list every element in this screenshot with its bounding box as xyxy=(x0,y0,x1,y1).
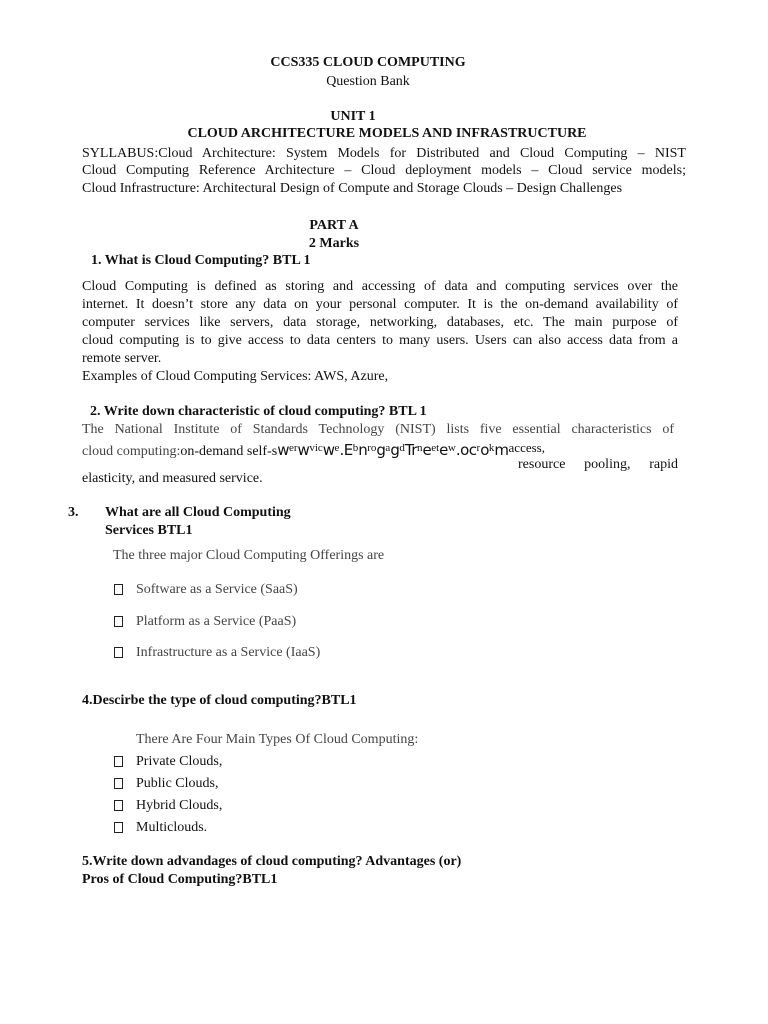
answer-2-line-2-end: access, xyxy=(508,440,545,455)
checkbox-bullet-icon xyxy=(114,584,123,595)
unit-number: UNIT 1 xyxy=(330,109,376,124)
answer-3-intro: The three major Cloud Computing Offerings are xyxy=(113,548,385,563)
syllabus-line-1: SYLLABUS:Cloud Architecture: System Models for Distributed and Cloud Computing – NIST xyxy=(82,146,686,161)
checkbox-bullet-icon xyxy=(114,616,123,627)
answer-2-line-4: elasticity, and measured service. xyxy=(82,471,263,486)
answer-2-line-2 xyxy=(82,441,545,461)
list-item: Platform as a Service (PaaS) xyxy=(114,613,296,631)
syllabus-line-2: Cloud Computing Reference Architecture – Cloud deployment models – Cloud service models; xyxy=(82,163,686,178)
list-item: Infrastructure as a Service (IaaS) xyxy=(114,644,320,662)
list-item: Software as a Service (SaaS) xyxy=(114,581,298,599)
answer-1-examples: Examples of Cloud Computing Services: AWS, Azure, xyxy=(82,368,389,384)
checkbox-bullet-icon xyxy=(114,778,123,789)
answer-1-line-5: remote server. xyxy=(82,351,162,366)
unit-title: CLOUD ARCHITECTURE MODELS AND INFRASTRUCTURE xyxy=(187,126,587,141)
part-title: PART A xyxy=(309,218,359,233)
syllabus-line-3: Cloud Infrastructure: Architectural Design of Compute and Storage Clouds – Design Challenges xyxy=(82,181,623,196)
checkbox-bullet-icon xyxy=(114,647,123,658)
question-3-number: 3. xyxy=(68,505,79,520)
answer-2-line-1: The National Institute of Standards Technology (NIST) lists five essential characteristics of xyxy=(82,422,674,437)
list-item: Public Clouds, xyxy=(114,775,218,793)
answer-4-list xyxy=(114,753,514,843)
answer-4-intro: There Are Four Main Types Of Cloud Computing: xyxy=(136,732,419,747)
answer-1-line-3: computer services like servers, data storage, networking, databases, etc. The main purpose of xyxy=(82,315,678,330)
answer-2-garbled-text: $w^{er}w^{vic}w^e.E^bn^{ro}g^ag^dTr^ne^{et}e^w.oc^ro^km$ xyxy=(277,441,509,459)
answer-1-line-4: cloud computing is to give access to data centers to many users. Users can also access data from a xyxy=(82,333,678,348)
answer-1-line-1: Cloud Computing is defined as storing and accessing of data and computing services over the xyxy=(82,279,678,294)
part-marks: 2 Marks xyxy=(308,236,360,251)
checkbox-bullet-icon xyxy=(114,756,123,767)
answer-1-line-2: internet. It doesn’t store any data on your personal computer. It is the on-demand availability of xyxy=(82,297,678,312)
question-5-line-2: Pros of Cloud Computing?BTL1 xyxy=(82,872,278,887)
question-2: 2. Write down characteristic of cloud computing? BTL 1 xyxy=(90,404,427,419)
checkbox-bullet-icon xyxy=(114,822,123,833)
answer-3-list xyxy=(114,581,514,671)
answer-2-line-3: resource pooling, rapid xyxy=(518,457,678,472)
question-5-line-1: 5.Write down advandages of cloud computing? Advantages (or) xyxy=(82,854,462,869)
answer-2-line-2-mid: on-demand self-s xyxy=(180,444,278,459)
question-4: 4.Descirbe the type of cloud computing?BTL1 xyxy=(82,693,357,708)
list-item: Multiclouds. xyxy=(114,819,207,837)
question-1: 1. What is Cloud Computing? BTL 1 xyxy=(91,253,311,268)
checkbox-bullet-icon xyxy=(114,800,123,811)
subtitle-text: Question Bank xyxy=(326,74,410,89)
course-title: CCS335 CLOUD COMPUTING xyxy=(270,55,466,70)
list-item: Hybrid Clouds, xyxy=(114,797,222,815)
question-3-line-2: Services BTL1 xyxy=(105,523,193,538)
question-3-line-1: What are all Cloud Computing xyxy=(105,505,291,520)
document-subtitle xyxy=(0,73,736,91)
answer-2-line-2-start: cloud computing: xyxy=(82,444,181,459)
answer-1 xyxy=(82,278,678,385)
list-item: Private Clouds, xyxy=(114,753,222,771)
